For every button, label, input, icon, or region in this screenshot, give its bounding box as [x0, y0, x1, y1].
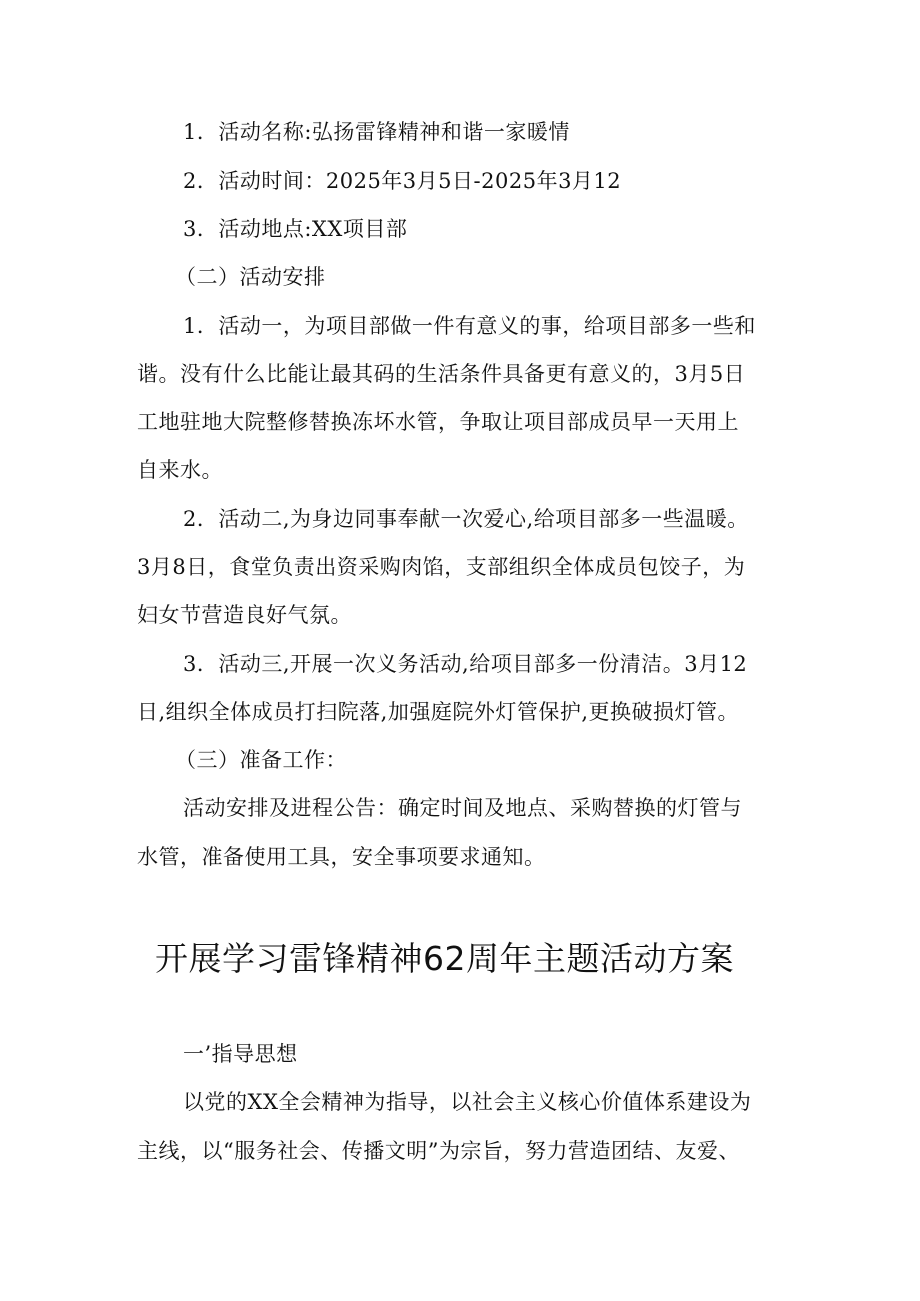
paragraph-line: 3月8日，食堂负责出资采购肉馅，支部组织全体成员包饺子，为 — [137, 555, 746, 579]
paragraph-line: 主线，以“服务社会、传播文明”为宗旨，努力营造团结、友爱、 — [137, 1139, 740, 1163]
item-activity-location: 3．活动地点:XX项目部 — [183, 217, 408, 241]
paragraph-line: 日,组织全体成员打扫院落,加强庭院外灯管保护,更换破损灯管。 — [137, 700, 740, 724]
paragraph-line: 活动安排及进程公告：确定时间及地点、采购替换的灯管与 — [183, 796, 742, 820]
section-heading-preparation: （三）准备工作： — [175, 748, 347, 772]
paragraph-line: 1．活动一，为项目部做一件有意义的事，给项目部多一些和 — [183, 314, 756, 338]
section-heading-guiding-ideology: 一’指导思想 — [183, 1042, 298, 1066]
paragraph-line: 3．活动三,开展一次义务活动,给项目部多一份清洁。3月12 — [183, 652, 748, 676]
paragraph-line: 2．活动二,为身边同事奉献一次爱心,给项目部多一些温暖。 — [183, 507, 749, 531]
paragraph-line: 水管，准备使用工具，安全事项要求通知。 — [137, 845, 546, 869]
paragraph-line: 工地驻地大院整修替换冻坏水管，争取让项目部成员早一天用上 — [137, 410, 739, 434]
paragraph-line: 以党的XX全会精神为指导，以社会主义核心价值体系建设为 — [183, 1090, 752, 1114]
paragraph-line: 谐。没有什么比能让最其码的生活条件具备更有意义的，3月5日 — [137, 362, 746, 386]
paragraph-line: 自来水。 — [137, 458, 223, 482]
paragraph-line: 妇女节营造良好气氛。 — [137, 603, 352, 627]
document-title: 开展学习雷锋精神62周年主题活动方案 — [155, 939, 734, 978]
item-activity-name: 1．活动名称:弘扬雷锋精神和谐一家暖情 — [183, 120, 570, 144]
section-heading-arrangement: （二）活动安排 — [175, 265, 326, 289]
item-activity-time: 2．活动时间：2025年3月5日-2025年3月12 — [183, 169, 622, 193]
